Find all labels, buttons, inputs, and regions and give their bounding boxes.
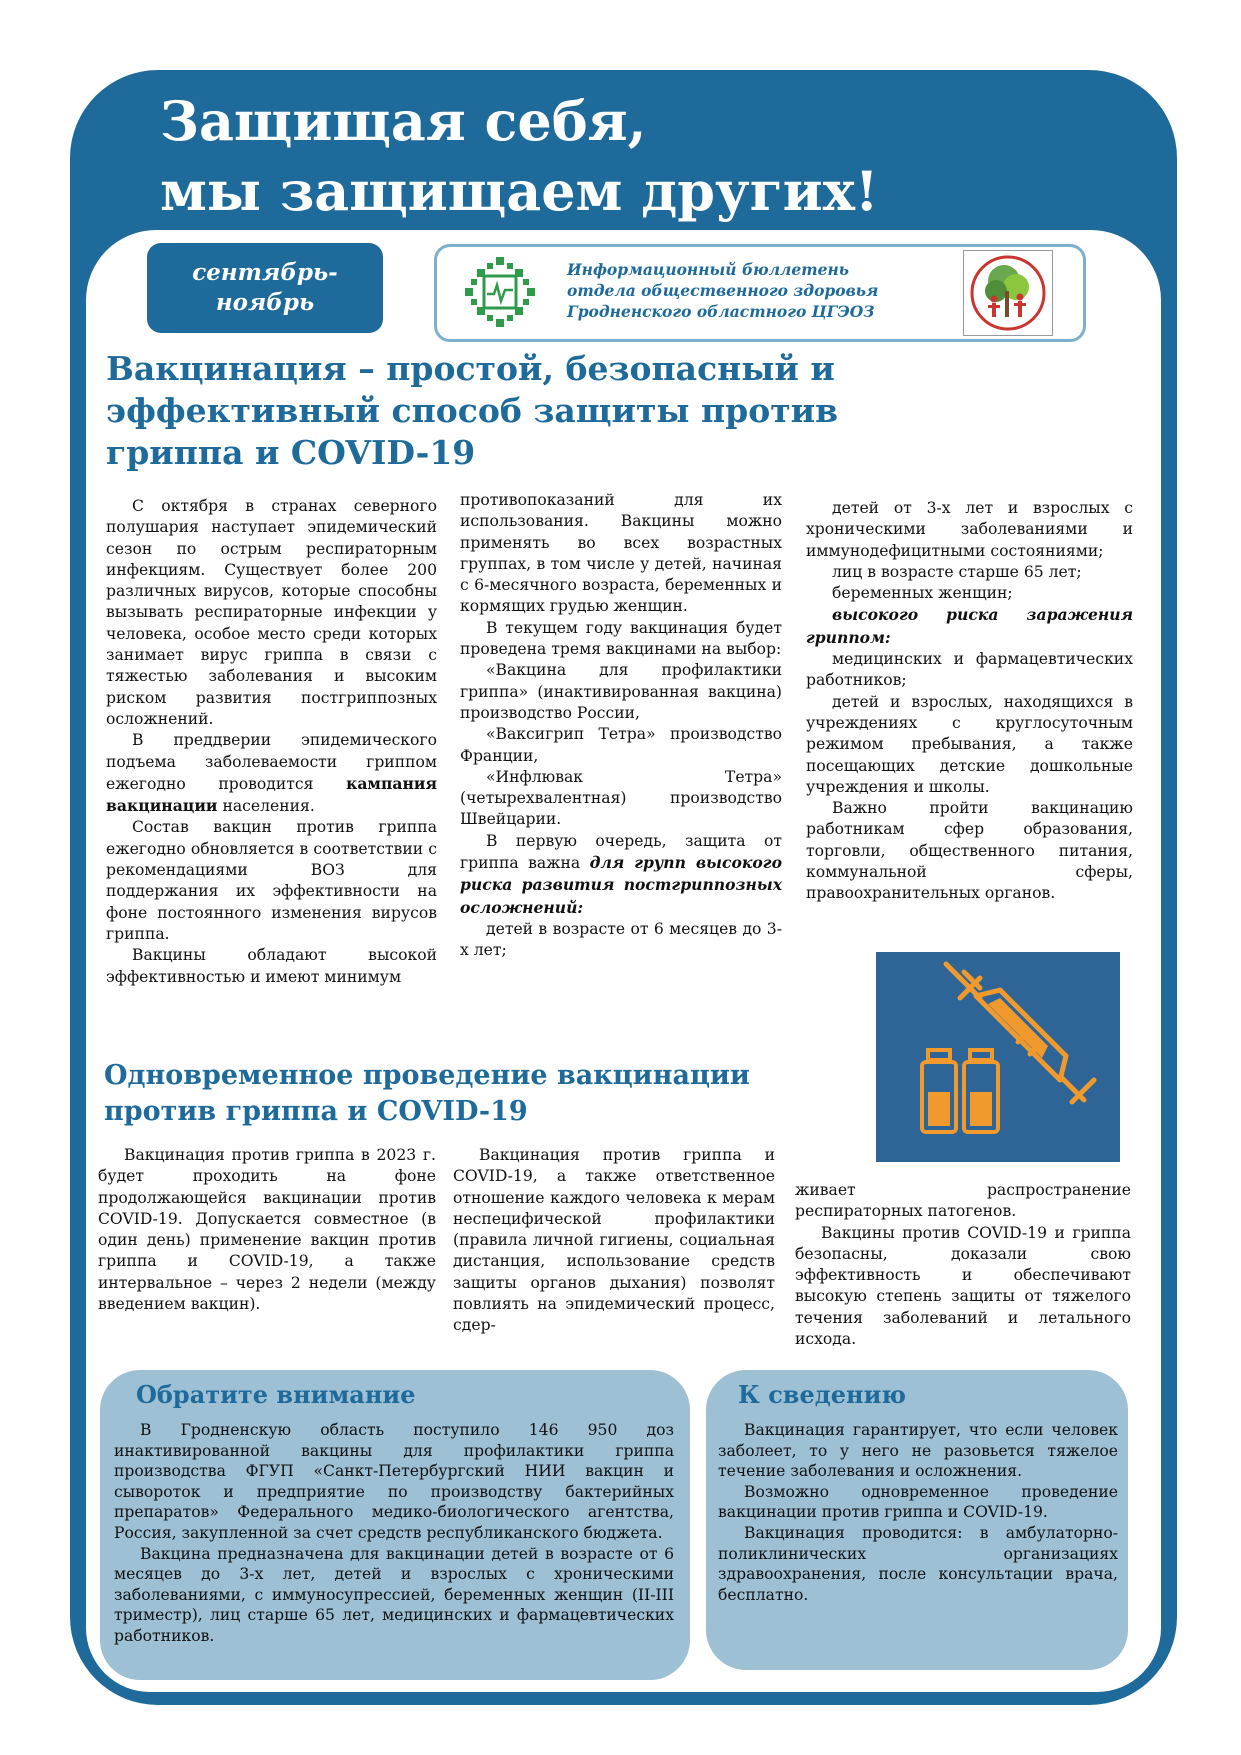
info-title: К сведению	[738, 1380, 906, 1409]
paragraph: детей в возрасте от 6 месяцев до 3-х лет;	[460, 919, 782, 960]
notice-text	[114, 1420, 674, 1647]
paragraph: В Гродненскую область поступило 146 950 доз инактивированной вакцины для профилактики гриппа производства ФГУП «Санкт-Петербургский НИИ вакцин и сывороток и предприятие по производству бактерийных препаратов» Федерального медико-биологического агентства, Россия, закупленной за счет средств республиканского бюджета.	[114, 1421, 674, 1542]
bulletin-line-2: отдела общественного здоровья	[567, 281, 879, 300]
paragraph: лиц в возрасте старше 65 лет;	[832, 562, 1082, 581]
period-line-1: сентябрь-	[192, 259, 338, 286]
info-text	[718, 1420, 1118, 1605]
paragraph: Вакцина предназначена для вакцинации детей в возрасте от 6 месяцев до 3-х лет, детей и взрослых с хроническими заболеваниями, с иммуносупрессией, беременных женщин (II-III триместр), лиц старше 65 лет, медицинских и фармацевтических работников.	[114, 1544, 674, 1645]
paragraph: детей и взрослых, находящихся в учреждениях с круглосуточным режимом пребывания, а также посещающих детские дошкольные учреждения и школы.	[806, 692, 1133, 796]
notice-box	[100, 1370, 690, 1680]
bulletin-line-1: Информационный бюллетень	[567, 260, 850, 279]
text-run: населения.	[222, 797, 315, 816]
health-logo-icon	[963, 250, 1053, 336]
article-column-1	[106, 496, 437, 988]
paragraph: Вакцинация против гриппа в 2023 г. будет проходить на фоне продолжающейся вакцинации против COVID-19. Допускается совместное (в один день) применение вакцин против гриппа и COVID-19, а также интервальное – через 2 недели (между введением вакцин).	[98, 1146, 436, 1314]
article-column-6	[795, 1180, 1131, 1350]
article-column-5	[453, 1145, 775, 1337]
paragraph: В текущем году вакцинация будет проведена тремя вакцинами на выбор:	[460, 618, 782, 659]
paragraph	[106, 730, 437, 817]
article-column-4	[98, 1145, 436, 1315]
section-title-line: Вакцинация – простой, безопасный и	[106, 349, 835, 388]
paragraph: Вакцины обладают высокой эффективностью и имеют минимум	[106, 946, 437, 986]
bold-italic-text: для групп высокого риска развития постгриппозных осложнений:	[460, 853, 782, 917]
paragraph	[460, 831, 782, 919]
bold-text: кампания вакцинации	[106, 773, 437, 816]
paragraph: Вакцинация проводится: в амбулаторно-поликлинических организациях здравоохранения, после консультации врача, бесплатно.	[718, 1523, 1118, 1604]
notice-title: Обратите внимание	[136, 1380, 416, 1409]
title-line-2: мы защищаем других!	[160, 159, 879, 223]
paragraph: противопоказаний для их использования. Вакцины можно применять во всех возрастных группах, в том числе у детей, начиная с 6-месячного возраста, беременных и кормящих грудью женщин.	[460, 491, 782, 616]
article-column-2	[460, 490, 782, 962]
section-title-line: Одновременное проведение вакцинации	[104, 1060, 750, 1091]
paragraph: «Ваксигрип Тетра» производство Франции,	[460, 725, 782, 765]
paragraph: беременных женщин;	[832, 584, 1013, 603]
section-title-line: эффективный способ защиты против	[106, 391, 839, 430]
article-column-3	[806, 498, 1133, 905]
paragraph: Состав вакцин против гриппа ежегодно обновляется в соответствии с рекомендациями ВОЗ для поддержания их эффективности на фоне постоянного изменения вирусов гриппа.	[106, 818, 437, 943]
paragraph	[806, 604, 1133, 649]
paragraph: «Инфлювак Тетра» (четырехвалентная) производство Швейцарии.	[460, 767, 782, 829]
page-title	[160, 86, 1060, 226]
info-box	[706, 1370, 1128, 1670]
paragraph: живает распространение респираторных патогенов.	[795, 1181, 1131, 1221]
bulletin-banner	[434, 244, 1086, 342]
paragraph: «Вакцина для профилактики гриппа» (инактивированная вакцина) производство России,	[460, 661, 782, 722]
period-line-2: ноябрь	[215, 289, 315, 316]
bulletin-line-3: Гродненского областного ЦГЭОЗ	[567, 302, 875, 321]
bulletin-text	[567, 259, 927, 322]
syringe-vials-icon	[876, 952, 1120, 1162]
paragraph: детей от 3-х лет и взрослых с хроническими заболеваниями и иммунодефицитными состояниями;	[806, 499, 1133, 560]
section-title-vaccination	[106, 348, 966, 474]
section-title-simultaneous	[104, 1058, 884, 1130]
title-line-1: Защищая себя,	[160, 89, 647, 153]
paragraph: С октября в странах северного полушария наступает эпидемический сезон по острым респираторным инфекциям. Существует более 200 различных вирусов, которые способны вызывать респираторные инфекции у человека, особое место среди которых занимает вирус гриппа в связи с тяжестью заболевания и высоким риском развития постгриппозных осложнений.	[106, 497, 437, 728]
ornament-emblem-icon	[465, 257, 535, 327]
text-run: В преддверии эпидемического подъема заболеваемости гриппом ежегодно проводится	[106, 731, 437, 793]
text-run: В первую очередь, защита от гриппа важна	[460, 831, 782, 873]
paragraph: Важно пройти вакцинацию работникам сфер образования, торговли, общественного питания, коммунальной сферы, правоохранительных органов.	[806, 799, 1133, 903]
paragraph: Вакцинация гарантирует, что если человек заболеет, то у него не разовьется тяжелое течение заболевания и осложнения.	[718, 1421, 1118, 1481]
paragraph: Вакцины против COVID-19 и гриппа безопасны, доказали свою эффективность и обеспечивают высокую степень защиты от тяжелого течения заболеваний и летального исхода.	[795, 1223, 1131, 1349]
section-title-line: гриппа и COVID-19	[106, 433, 476, 472]
paragraph: Возможно одновременное проведение вакцинации против гриппа и COVID-19.	[718, 1482, 1118, 1522]
paragraph: Вакцинация против гриппа и COVID-19, а также ответственное отношение каждого человека к мерам неспецифической профилактики (правила личной гигиены, социальная дистанция, использование средств защиты органов дыхания) позволят повлиять на эпидемический процесс, сдер-	[453, 1146, 775, 1335]
bold-italic-text: высокого риска заражения гриппом:	[806, 605, 1133, 647]
paragraph: медицинских и фармацевтических работников;	[806, 650, 1133, 690]
period-badge	[147, 243, 383, 333]
section-title-line: против гриппа и COVID-19	[104, 1096, 528, 1127]
